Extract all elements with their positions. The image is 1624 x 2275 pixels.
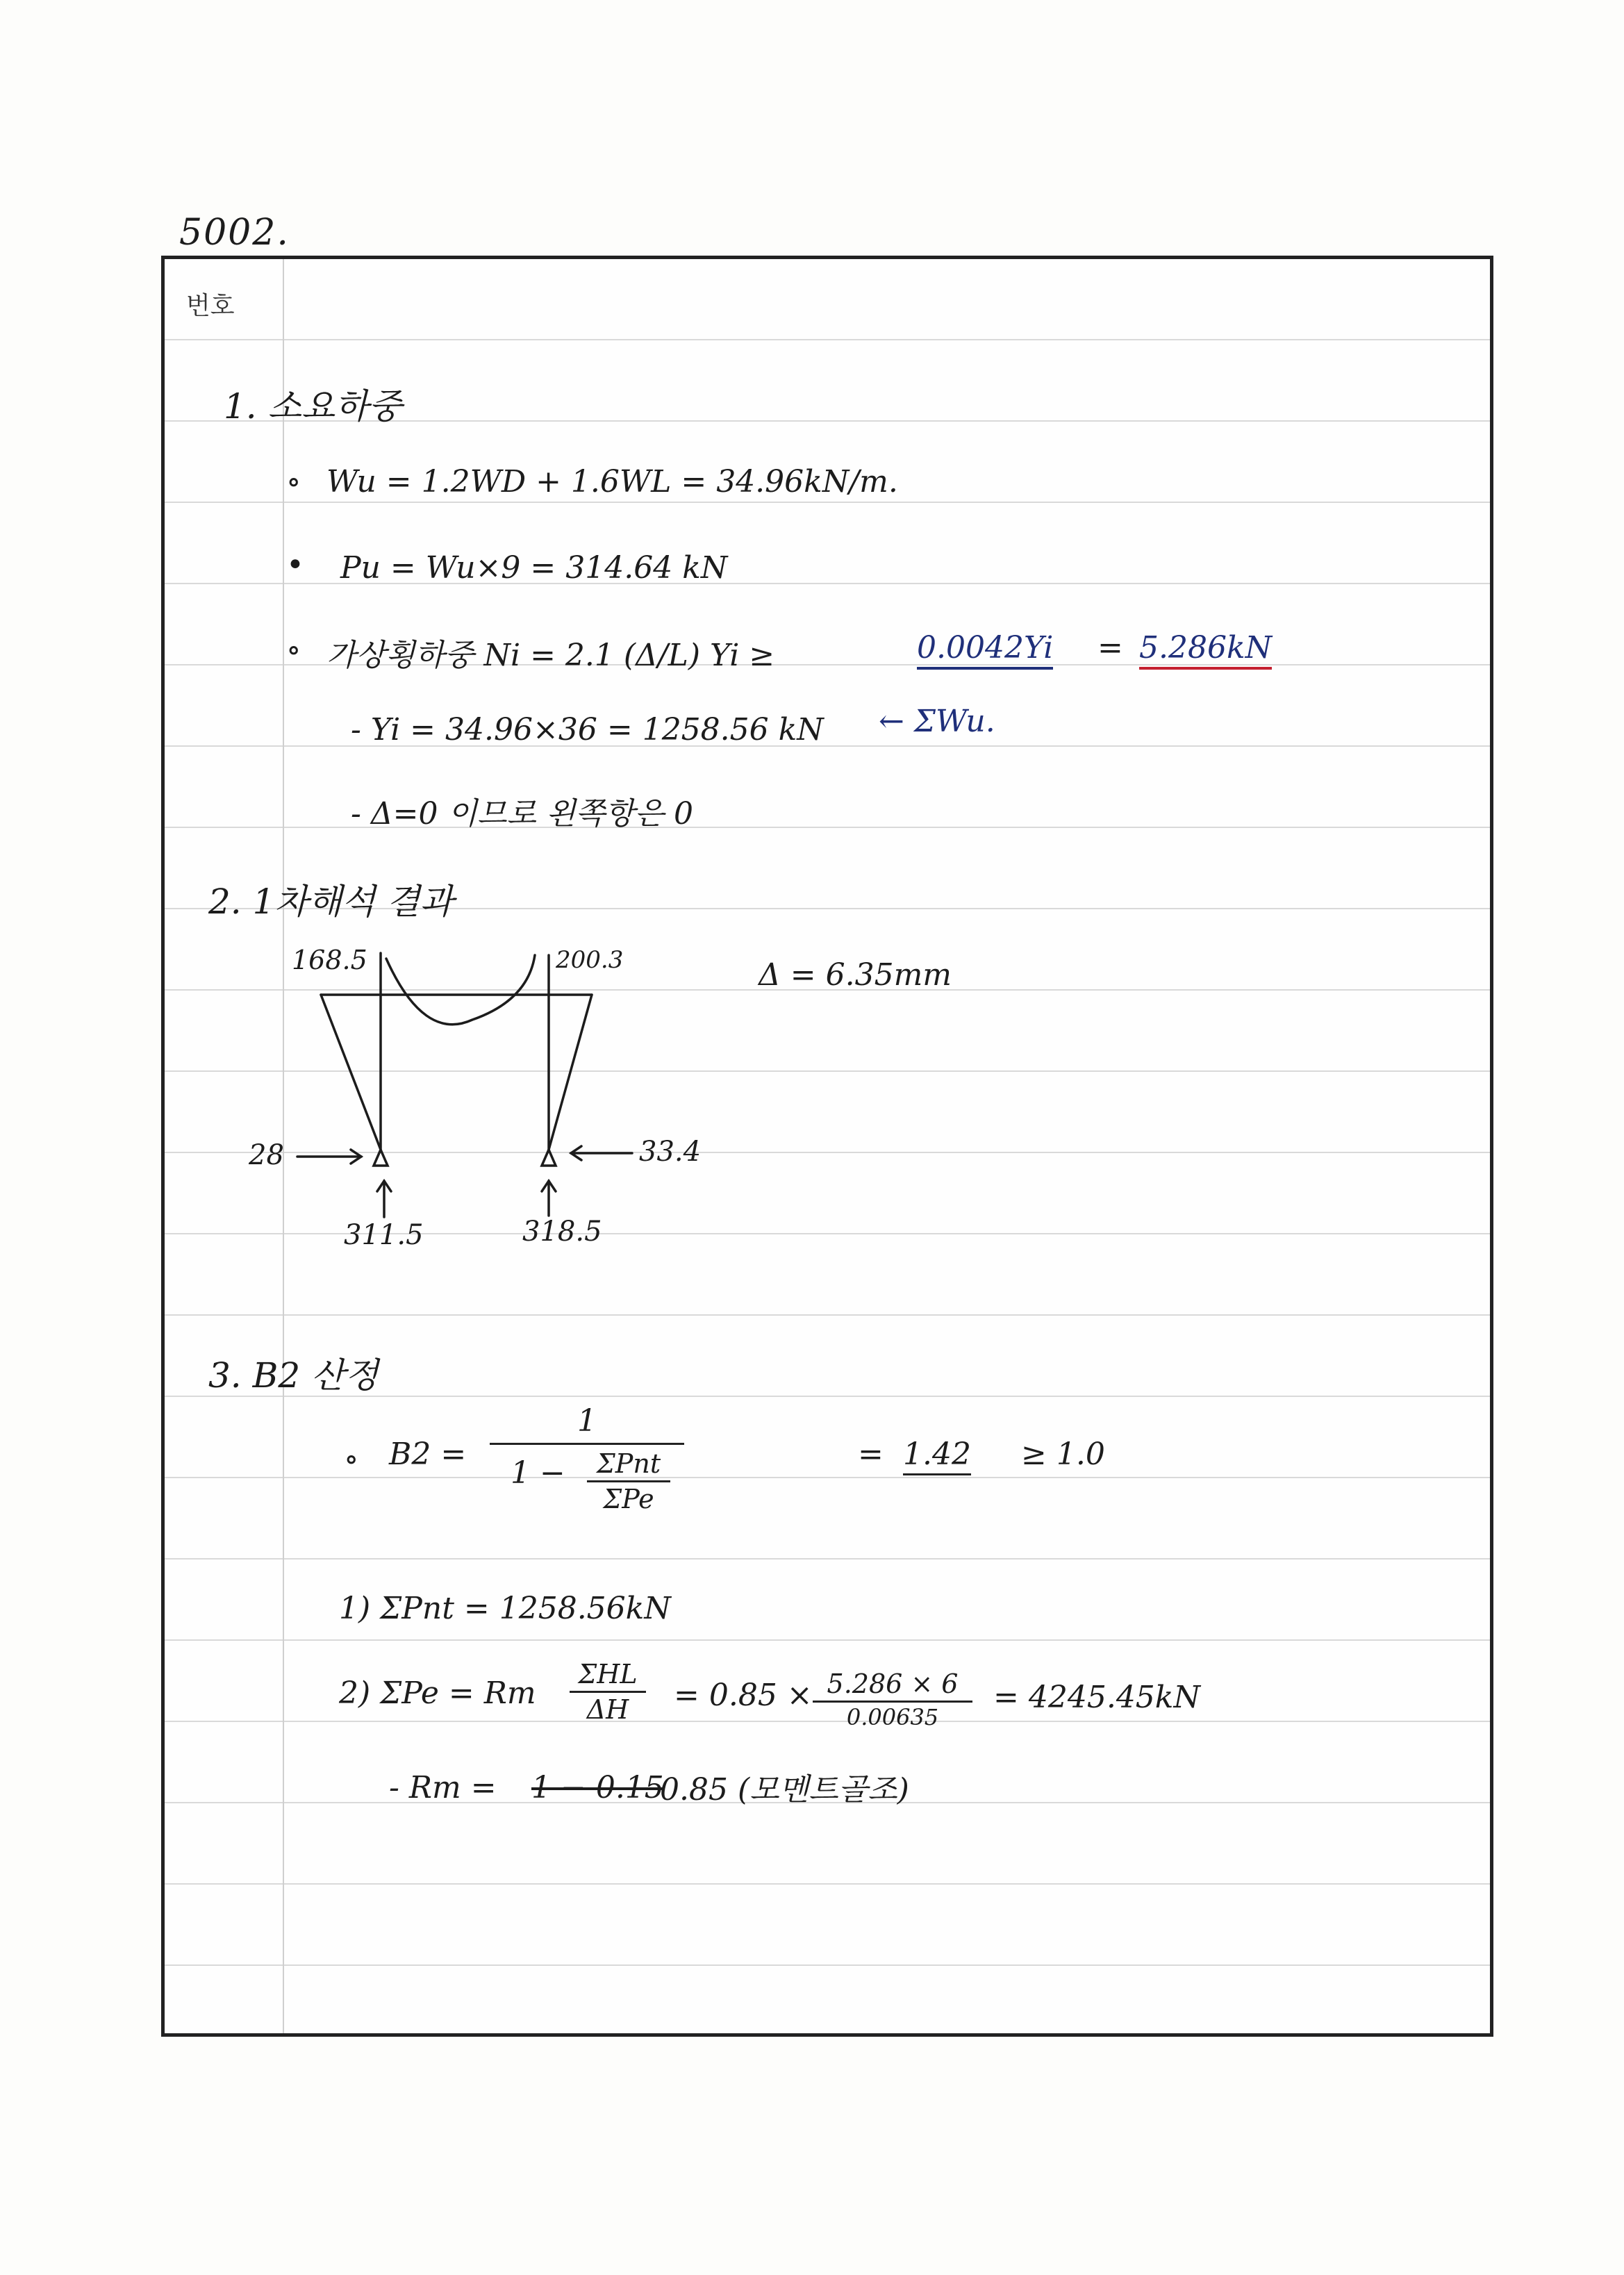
b2-value: 1.42 <box>903 1437 971 1475</box>
section1-line4-note: ← ΣWu. <box>879 704 995 739</box>
bullet-icon: ∘ <box>286 632 301 668</box>
b2-comparison: ≥ 1.0 <box>1021 1437 1105 1472</box>
section2-title: 2. 1차해석 결과 <box>208 882 454 922</box>
section1-line4: - Yi = 34.96×36 = 1258.56 kN <box>351 712 824 747</box>
bullet-icon: • <box>286 547 304 583</box>
section1-line3-prefix: 가상횡하중 Ni = 2.1 (Δ/L) Yi ≥ <box>326 638 775 673</box>
item3-struck: 1 − 0.15 <box>531 1770 664 1805</box>
moment-beam-curve <box>386 955 535 1025</box>
moment-left-value: 168.5 <box>292 945 367 975</box>
b2-inner-denominator: ΣPe <box>603 1484 654 1514</box>
section3-title: 3. B2 산정 <box>208 1355 379 1396</box>
section1-line1: Wu = 1.2WD + 1.6WL = 34.96kN/m. <box>326 464 898 499</box>
item3-prefix: - Rm = <box>389 1770 497 1805</box>
b2-inner-fraction <box>587 1448 670 1514</box>
b2-inner-numerator: ΣPnt <box>596 1448 661 1479</box>
item2-mid: = 0.85 × <box>674 1678 813 1713</box>
item2-result: = 4245.45kN <box>993 1680 1200 1715</box>
b2-equals: = <box>858 1437 884 1472</box>
reaction-right-vertical: 318.5 <box>522 1216 602 1248</box>
section1-line2: Pu = Wu×9 = 314.64 kN <box>340 550 728 586</box>
b2-numerator: 1 <box>577 1403 597 1439</box>
left-pin-support <box>374 1150 388 1166</box>
item2-prefix: 2) ΣPe = Rm <box>339 1676 536 1711</box>
section1-line5: - Δ=0 이므로 왼쪽항은 0 <box>351 796 693 832</box>
b2-label: B2 = <box>389 1437 467 1472</box>
delta-value: Δ = 6.35mm <box>759 957 952 993</box>
reaction-right-horizontal: 33.4 <box>639 1136 702 1168</box>
b2-fraction <box>490 1403 684 1449</box>
section1-line3-mid: 0.0042Yi <box>917 630 1053 670</box>
right-pin-support <box>542 1150 556 1166</box>
item2-fraction <box>570 1659 646 1725</box>
item2-calc-num: 5.286 × 6 <box>827 1669 959 1699</box>
item2-frac-num: ΣHL <box>578 1659 638 1689</box>
section1-line3-eq: = <box>1097 630 1123 665</box>
page-number: 5002. <box>179 212 290 254</box>
item1-pnt: 1) ΣPnt = 1258.56kN <box>339 1591 671 1626</box>
moment-right-column <box>549 995 592 1150</box>
moment-left-column <box>321 995 381 1150</box>
bullet-icon: ∘ <box>344 1441 359 1477</box>
item2-calc-fraction <box>813 1669 972 1730</box>
item2-frac-den: ΔH <box>586 1694 629 1725</box>
item3-value: 0.85 (모멘트골조) <box>660 1772 909 1807</box>
moment-right-value: 200.3 <box>556 946 624 974</box>
section1-line3-result: 5.286kN <box>1139 630 1272 670</box>
b2-denominator-prefix: 1 − <box>511 1455 565 1491</box>
item2-calc-den: 0.00635 <box>846 1704 939 1730</box>
section1-title: 1. 소요하중 <box>224 386 402 427</box>
reaction-left-horizontal: 28 <box>249 1139 284 1171</box>
reaction-left-vertical: 311.5 <box>344 1219 424 1251</box>
sheet-number-label: 번호 <box>186 292 235 320</box>
bullet-icon: ∘ <box>286 464 301 499</box>
